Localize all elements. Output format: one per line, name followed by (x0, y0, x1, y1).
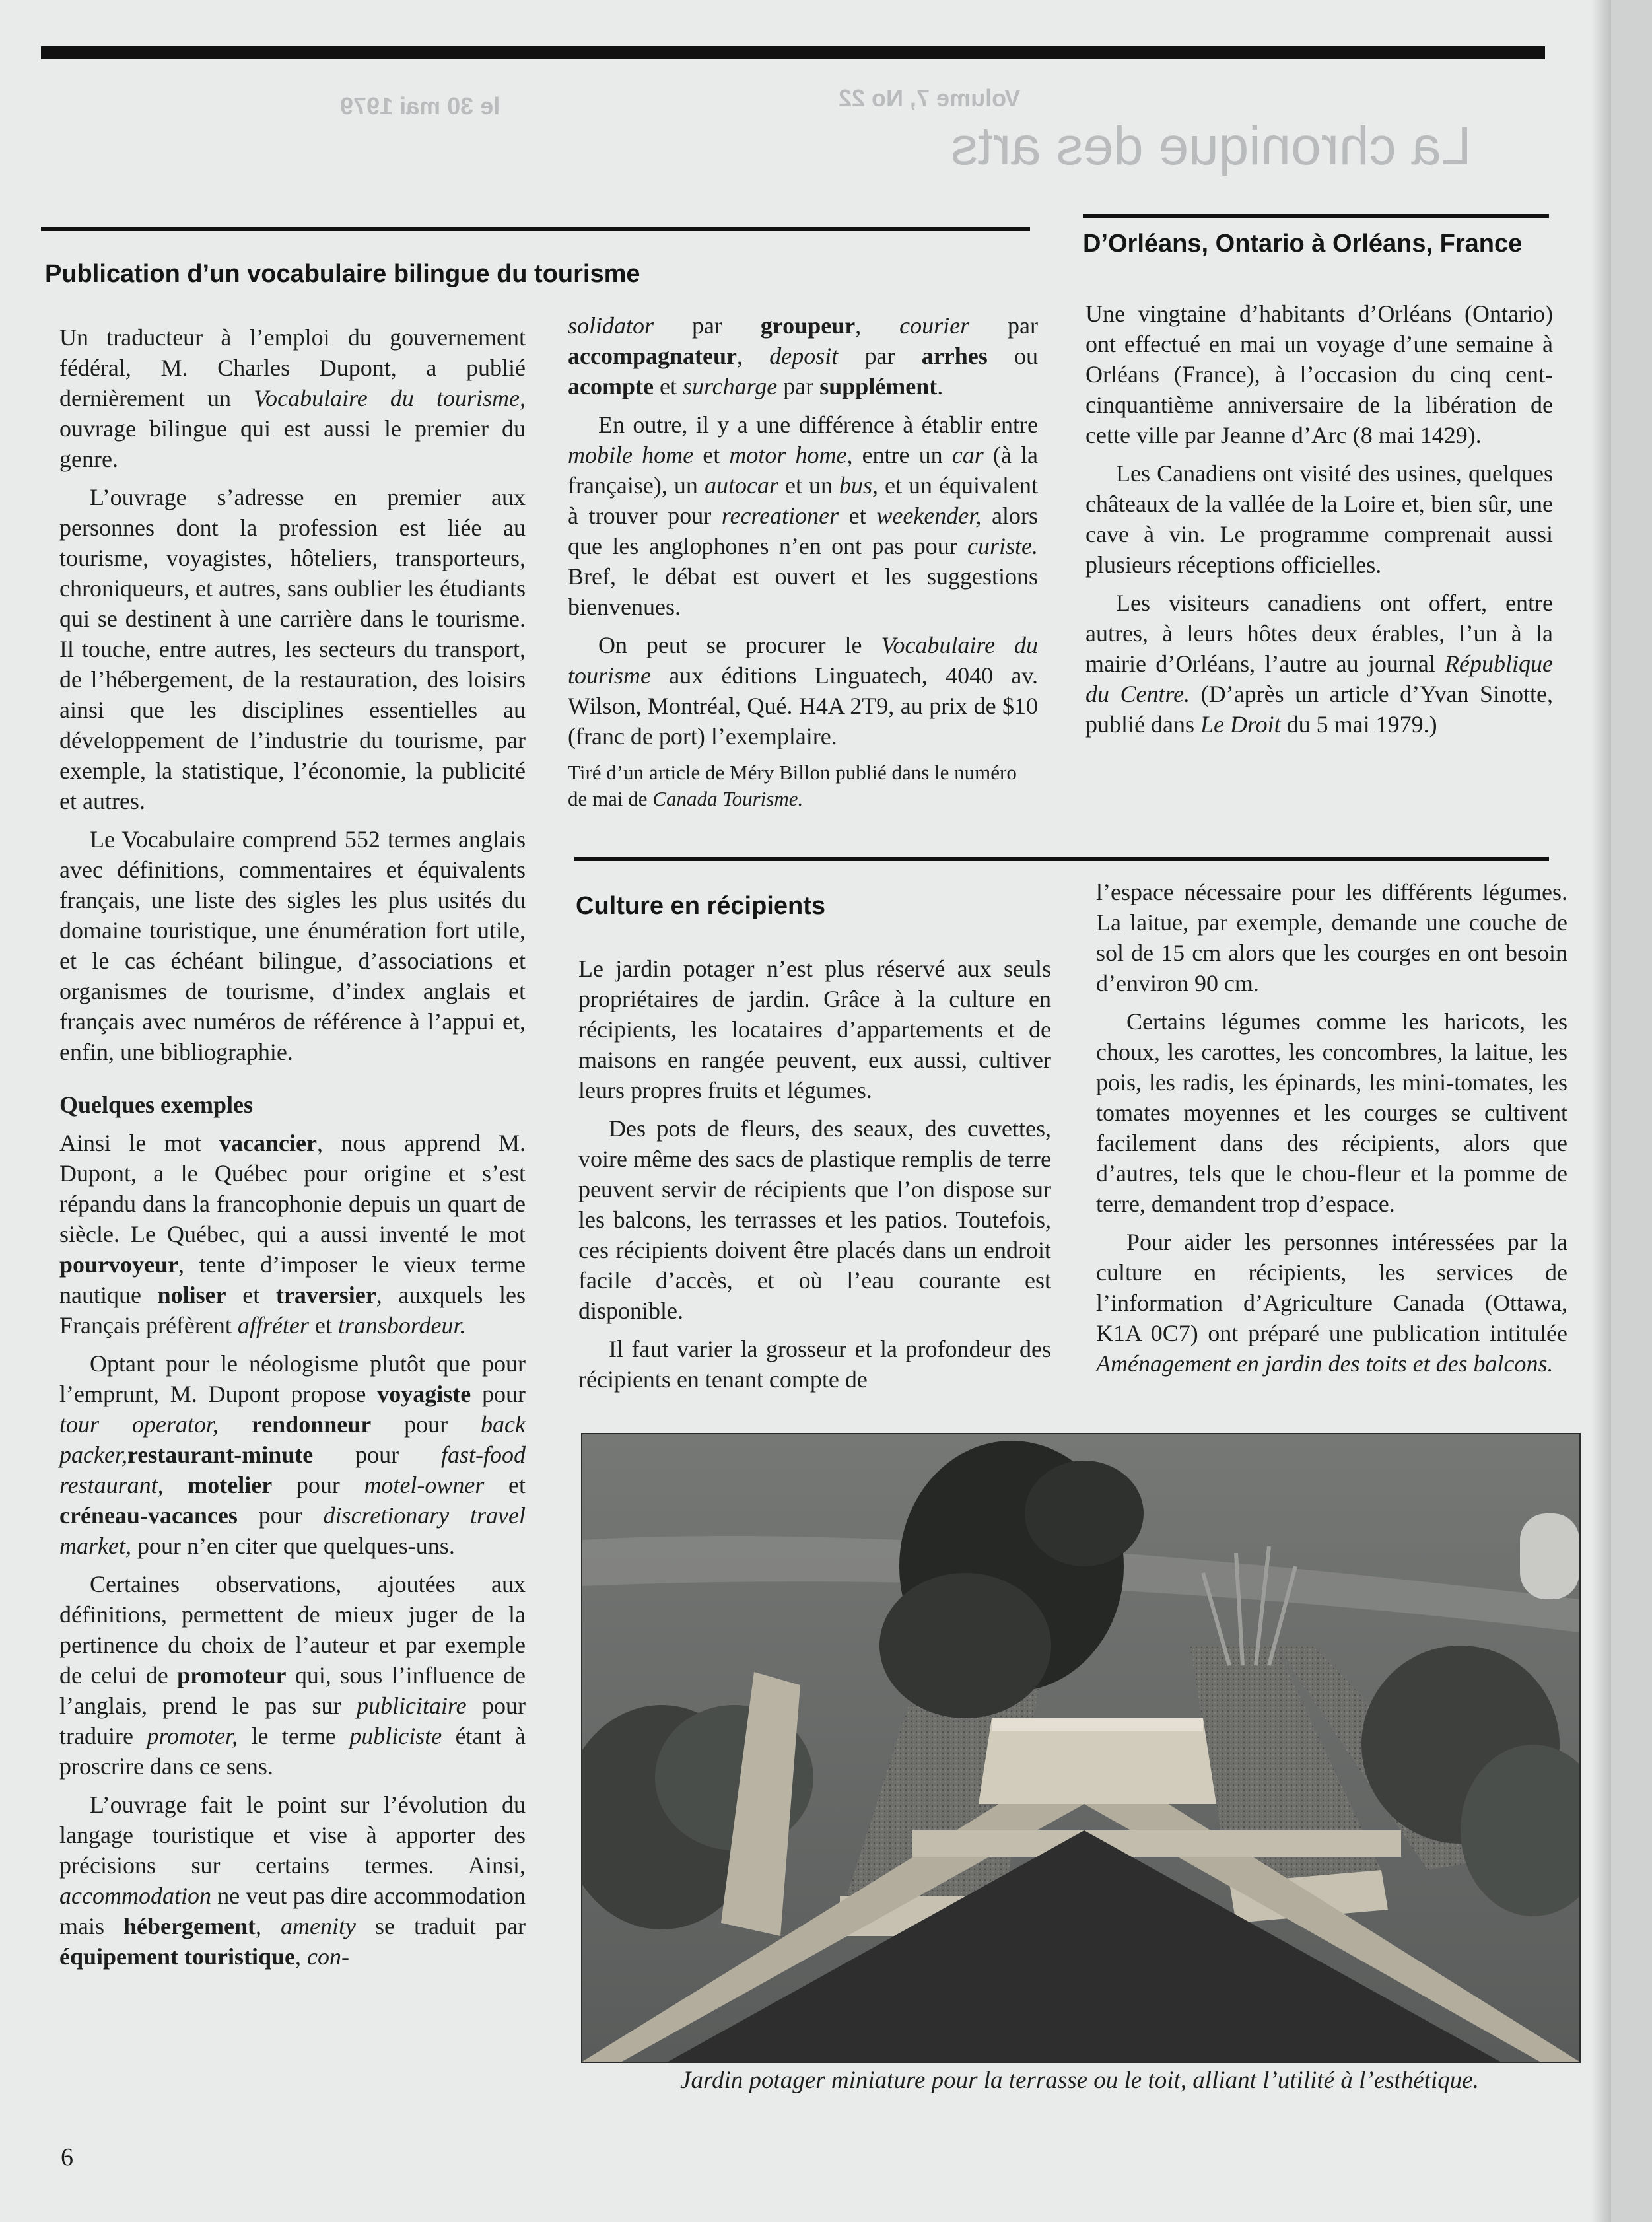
rule-culture (574, 857, 1549, 861)
source-credit: Tiré d’un article de Méry Billon publié dans le numéro de mai de Canada Tourisme. (568, 761, 1017, 810)
vocab-paragraph: L’ouvrage s’adresse en premier aux personnes dont la profession est liée au tourisme, voyagistes, hôteliers, transporteurs, chroniqueurs, et autres, sans oublier les étudiants qui se destinent à une carrière dans le tourisme. Il touche, entre autres, les secteurs du transport, de l’hébergement, de la restauration, des loisirs ainsi que les disciplines essentielles au développement de l’industrie du tourisme, par exemple, la statistique, l’économie, la publicité et autres. (59, 484, 526, 814)
column-1 (59, 322, 526, 1980)
vocab-paragraph: On peut se procurer le Vocabulaire du tourisme aux éditions Linguatech, 4040 av. Wilson, Montréal, Qué. H4A 2T9, au prix de $10 (franc de port) l’exemplaire. (568, 632, 1039, 749)
vocab-paragraph: Optant pour le néologisme plutôt que pour l’emprunt, M. Dupont propose voyagiste pour tour operator, rendonneur pour back packer,restaurant-minute pour fast-food restaurant, motelier pour motel-owner et créneau-vacances pour discretionary travel market, pour n’en citer que quelques-uns. (59, 1350, 526, 1559)
subheading-exemples: Quelques exemples (59, 1092, 253, 1118)
ghost-volume: Volume 7, No 22 (839, 85, 1021, 112)
photo-caption: Jardin potager miniature pour la terrasse ou le toit, alliant l’utilité à l’esthétique. (680, 2067, 1479, 2094)
heading-vocab: Publication d’un vocabulaire bilingue du tourisme (45, 260, 640, 288)
orleans-paragraph: Une vingtaine d’habitants d’Orléans (Ontario) ont effectué en mai un voyage d’une semaine à Orléans (France), à l’occasion du cinq cent-cinquantième anniversaire de la libération de cette ville par Jeanne d’Arc (8 mai 1429). (1085, 300, 1553, 448)
culture-paragraph: l’espace nécessaire pour les différents légumes. La laitue, par exemple, demande une couche de sol de 15 cm alors que les courges en ont besoin d’environ 90 cm. (1096, 879, 1567, 996)
garden-photo-illustration (582, 1434, 1579, 2062)
page-edge-shadow (1591, 0, 1611, 2222)
column-3-top (1085, 298, 1553, 747)
culture-paragraph: Certains légumes comme les haricots, les choux, les carottes, les concombres, la laitue, les pois, les radis, les épinards, les mini-tomates, les tomates moyennes et les courges se cultivent facilement dans des récipients, alors que d’autres, tels que le chou-fleur et la pomme de terre, demandent trop d’espace. (1096, 1008, 1567, 1217)
heading-culture: Culture en récipients (576, 892, 825, 920)
vocab-paragraph: En outre, il y a une différence à établir entre mobile home et motor home, entre un car (à la française), un autocar et un bus, et un équivalent à trouver pour recreationer et weekender, alors que les anglophones n’en ont pas pour curiste. Bref, le débat est ouvert et les suggestions bienvenues. (568, 411, 1039, 620)
orleans-paragraph: Les visiteurs canadiens ont offert, entre autres, à leurs hôtes deux érables, l’un à la mairie d’Orléans, l’autre au journal République du Centre. (D’après un article d’Yvan Sinotte, publié dans Le Droit du 5 mai 1979.) (1085, 590, 1553, 738)
culture-paragraph: Pour aider les personnes intéressées par la culture en récipients, les services de l’information d’Agriculture Canada (Ottawa, K1A 0C7) ont préparé une publication intitulée Aménagement en jardin des toits et des balcons. (1096, 1229, 1567, 1377)
column-2-top (568, 310, 1038, 820)
ghost-masthead: La chronique des arts (951, 116, 1472, 176)
orleans-paragraph: Les Canadiens ont visité des usines, quelques châteaux de la vallée de la Loire et, bien sûr, une cave à vin. Le programme comprenait aussi plusieurs réceptions officielles. (1085, 460, 1553, 578)
garden-photo (581, 1433, 1581, 2063)
culture-paragraph: Le jardin potager n’est plus réservé aux seuls propriétaires de jardin. Grâce à la culture en récipients, les locataires d’appartements et de maisons en rangée peuvent, eux aussi, cultiver leurs propres fruits et légumes. (578, 955, 1051, 1103)
vocab-paragraph: solidator par groupeur, courier par accompagnateur, deposit par arrhes ou acompte et surcharge par supplément. (568, 312, 1039, 399)
vocab-paragraph: Le Vocabulaire comprend 552 termes anglais avec définitions, commentaires et équivalents français, une liste des sigles les plus usités du domaine touristique, une énumération fort utile, et le cas échéant bilingue, d’associations et organismes de tourisme, d’index anglais et français avec numéros de référence à l’appui et, enfin, une bibliographie. (59, 826, 526, 1065)
heading-orleans: D’Orléans, Ontario à Orléans, France (1083, 230, 1523, 258)
culture-paragraph: Il faut varier la grosseur et la profondeur des récipients en tenant compte de (578, 1336, 1051, 1393)
page-edge (1611, 0, 1652, 2222)
vocab-paragraph: Un traducteur à l’emploi du gouvernement fédéral, M. Charles Dupont, a publié dernièrement un Vocabulaire du tourisme, ouvrage bilingue qui est aussi le premier du genre. (59, 324, 526, 472)
page-number: 6 (61, 2143, 73, 2171)
column-3-bottom (1096, 877, 1567, 1387)
rule-vocab (41, 227, 1030, 231)
culture-paragraph: Des pots de fleurs, des seaux, des cuvettes, voire même des sacs de plastique remplis de terre peuvent servir de récipients que l’on dispose sur les balcons, les terrasses et les patios. Toutefois, ces récipients doivent être placés dans un endroit facile d’accès, et où l’eau courante est disponible. (578, 1115, 1051, 1324)
column-2-bottom (578, 954, 1051, 1403)
rule-orleans (1083, 214, 1549, 218)
vocab-paragraph: L’ouvrage fait le point sur l’évolution du langage touristique et vise à apporter des précisions sur certains termes. Ainsi, accommodation ne veut pas dire accommodation mais hébergement, amenity se traduit par équipement touristique, con- (59, 1791, 526, 1970)
ghost-date: le 30 mai 1979 (340, 92, 500, 120)
top-rule (41, 46, 1545, 59)
vocab-paragraph: Ainsi le mot vacancier, nous apprend M. Dupont, a le Québec pour origine et s’est répandu dans la francophonie depuis un quart de siècle. Le Québec, qui a aussi inventé le mot pourvoyeur, tente d’imposer le vieux terme nautique noliser et traversier, auxquels les Français préfèrent affréter et transbordeur. (59, 1130, 526, 1338)
vocab-paragraph: Certaines observations, ajoutées aux définitions, permettent de mieux juger de la pertinence du choix de l’auteur et par exemple de celui de promoteur qui, sous l’influence de l’anglais, prend le pas sur publicitaire pour traduire promoter, le terme publiciste étant à proscrire dans ce sens. (59, 1571, 526, 1780)
